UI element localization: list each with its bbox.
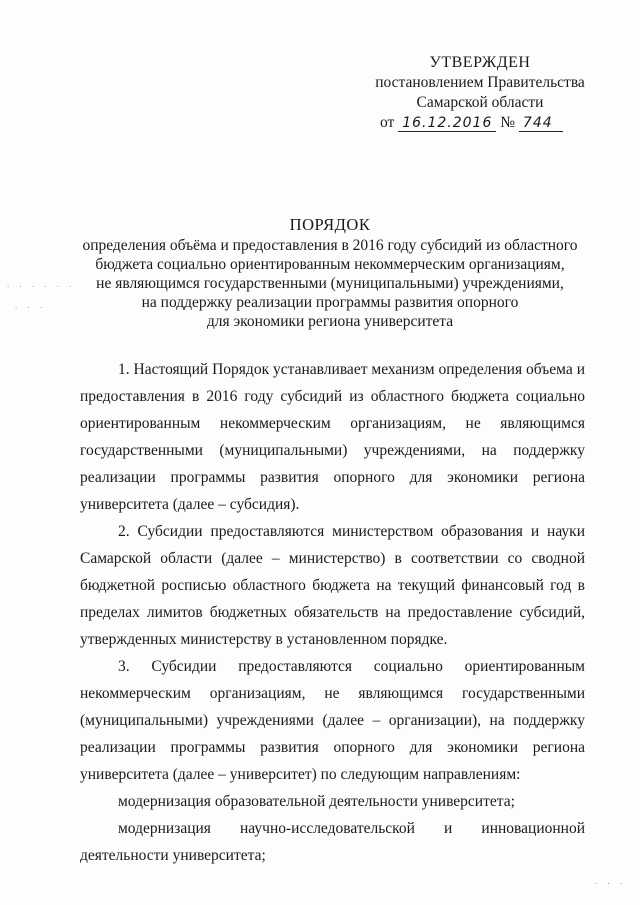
title-line: бюджета социально ориентированным некоммерческим организациям, (95, 256, 565, 273)
approval-stamp-block (360, 53, 600, 133)
approval-line: постановлением Правительства (375, 74, 585, 91)
approval-line: Самарской области (416, 94, 544, 111)
title-line: для экономики региона университета (206, 313, 454, 330)
list-item: модернизация научно-исследовательской и инновационной деятельности университета; (80, 820, 585, 864)
paragraph: 1. Настоящий Порядок устанавливает механизм определения объема и предоставления в 2016 году субсидий из областного бюджета социально ориентированным некоммерческим организациям, не являющимся государственными (муниципальными) учреждениями, на поддержку реализации программы развития опорного для экономики региона университета (далее – субсидия). (80, 361, 585, 513)
title-line: на поддержку реализации программы развития опорного (141, 294, 519, 311)
from-label: от (380, 114, 395, 131)
document-title: ПОРЯДОК (289, 215, 371, 234)
title-line: не являющимся государственными (муниципальными) учреждениями, (96, 275, 564, 292)
approval-date-line (360, 113, 600, 133)
handwritten-date: 16.12.2016 (398, 115, 496, 132)
paragraph: 2. Субсидии предоставляются министерством образования и науки Самарской области (далее – министерство) в соответствии со сводной бюджетной росписью областного бюджета на текущий финансовый год в пределах лимитов бюджетных обязательств на предоставление субсидий, утвержденных министерству в установленном порядке. (80, 523, 585, 648)
scan-artifact: · · · (594, 880, 626, 888)
list-item: модернизация образовательной деятельности университета; (118, 793, 515, 810)
scan-artifact: · · · (14, 304, 46, 312)
paragraph: 3. Субсидии предоставляются социально ориентированным некоммерческим организациям, не являющимся государственными (муниципальными) учреждениями (далее – организации), на поддержку реализации программы развития опорного для экономики региона университета (далее – университет) по следующим направлениям: (80, 658, 585, 783)
scan-artifact: · · · · · · (6, 283, 75, 291)
approved-heading: УТВЕРЖДЕН (429, 54, 531, 71)
handwritten-number: 744 (519, 115, 563, 132)
title-line: определения объёма и предоставления в 2016 году субсидий из областного (82, 237, 578, 254)
number-label: № (500, 114, 516, 131)
document-title-block (60, 215, 600, 331)
document-body (80, 356, 585, 869)
